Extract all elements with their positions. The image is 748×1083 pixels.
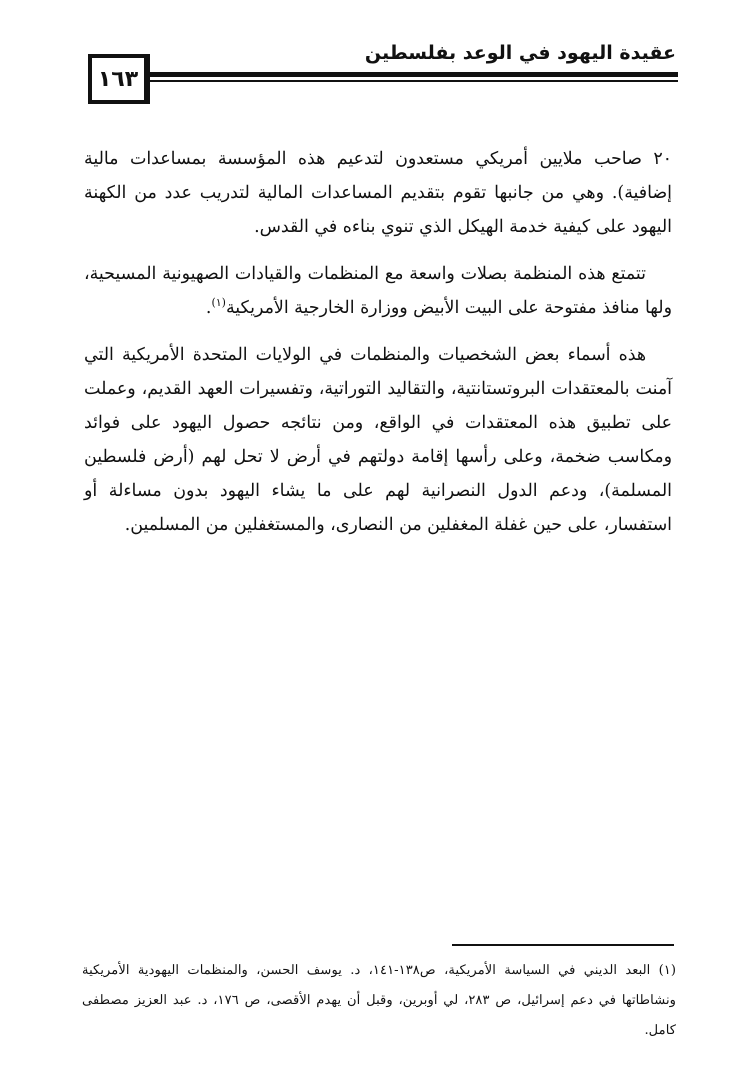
paragraph-end-mark: . xyxy=(205,298,212,318)
paragraph-text: تتمتع هذه المنظمة بصلات واسعة مع المنظمات والقيادات الصهيونية المسيحية، ولها منافذ مفتوحة على البيت الأبيض ووزارة الخارجية الأمريكية xyxy=(84,264,672,318)
footnote: (١) البعد الديني في السياسة الأمريكية، ص١٣٨-١٤١، د. يوسف الحسن، والمنظمات اليهودية الأمريكية ونشاطاتها في دعم إسرائيل، ص ٢٨٣، لي أوبرين، وقبل أن يهدم الأقصى، ص ١٧٦، د. عبد العزيز مصطفى كامل. xyxy=(82,963,676,1038)
footnote-separator xyxy=(452,944,674,946)
page-number: ١٦٣ xyxy=(88,54,150,104)
page-header xyxy=(88,42,678,102)
footnotes xyxy=(82,956,676,1046)
paragraph: ٢٠ صاحب ملايين أمريكي مستعدون لتدعيم هذه المؤسسة بمساعدات مالية إضافية). وهي من جانبها تقوم بتقديم المساعدات المالية لتدريب عدد من الكهنة اليهود على كيفية خدمة الهيكل الذي تنوي بناءه في القدس. xyxy=(84,149,672,237)
body-text xyxy=(84,142,672,555)
header-rule-thin xyxy=(150,80,678,82)
running-title: عقيدة اليهود في الوعد بفلسطين xyxy=(364,42,676,64)
paragraph xyxy=(84,257,672,325)
footnote-marker: (١) xyxy=(211,296,226,310)
header-rule xyxy=(150,72,678,77)
paragraph: هذه أسماء بعض الشخصيات والمنظمات في الولايات المتحدة الأمريكية التي آمنت بالمعتقدات البروتستانتية، والتقاليد التوراتية، وتفسيرات العهد القديم، وعملت على تطبيق هذه المعتقدات في الواقع، ومن نتائجه حصول اليهود على فوائد ومكاسب ضخمة، وعلى رأسها إقامة دولتهم في أرض لا تحل لهم (أرض فلسطين المسلمة)، ودعم الدول النصرانية لهم على ما يشاء اليهود بدون مساءلة أو استفسار، على حين غفلة المغفلين من النصارى، والمستغفلين من المسلمين. xyxy=(84,345,672,535)
